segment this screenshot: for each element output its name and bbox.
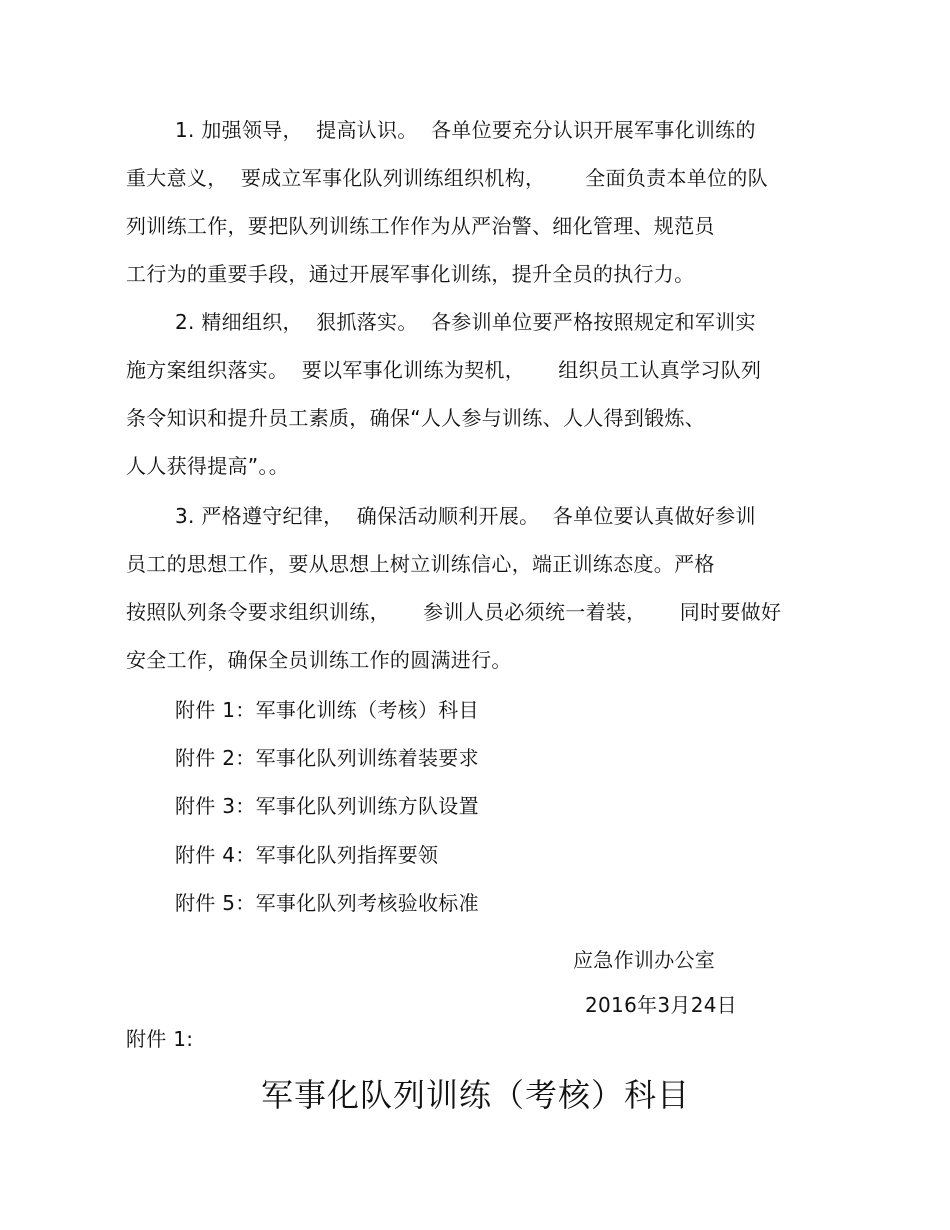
attachment-item: 附件 1：军事化训练（考核）科目 (175, 698, 479, 722)
attachment-item: 附件 3：军事化队列训练方队设置 (175, 794, 479, 818)
paragraph-1-line-1: 1. 加强领导， 提高认识。 各单位要充分认识开展军事化训练的 (175, 118, 756, 142)
paragraph-3-line-2: 员工的思想工作，要从思想上树立训练信心，端正训练态度。严格 (126, 552, 715, 576)
signature-date: 2016年3月24日 (585, 993, 738, 1017)
paragraph-3-line-3: 按照队列条令要求组织训练， 参训人员必须统一着装， 同时要做好 (126, 600, 782, 624)
paragraph-3-line-4: 安全工作，确保全员训练工作的圆满进行。 (126, 648, 512, 672)
appendix-label: 附件 1: (126, 1027, 194, 1051)
paragraph-1-line-4: 工行为的重要手段，通过开展军事化训练，提升全员的执行力。 (126, 262, 695, 286)
attachment-item: 附件 5：军事化队列考核验收标准 (175, 891, 479, 915)
paragraph-2-line-1: 2. 精细组织， 狠抓落实。 各参训单位要严格按照规定和军训实 (175, 310, 756, 334)
attachment-item: 附件 2：军事化队列训练着装要求 (175, 746, 479, 770)
paragraph-2-line-4: 人人获得提高”。。 (126, 454, 290, 478)
signature-office: 应急作训办公室 (573, 948, 716, 972)
attachment-item: 附件 4：军事化队列指挥要领 (175, 843, 439, 867)
paragraph-2-line-2: 施方案组织落实。 要以军事化训练为契机， 组织员工认真学习队列 (126, 358, 762, 382)
paragraph-2-line-3: 条令知识和提升员工素质，确保“人人参与训练、人人得到锻炼、 (126, 406, 706, 430)
appendix-title: 军事化队列训练（考核）科目 (261, 1076, 691, 1114)
paragraph-1-line-2: 重大意义， 要成立军事化队列训练组织机构， 全面负责本单位的队 (126, 166, 768, 190)
paragraph-3-line-1: 3. 严格遵守纪律， 确保活动顺利开展。 各单位要认真做好参训 (175, 504, 756, 528)
paragraph-1-line-3: 列训练工作，要把队列训练工作作为从严治警、细化管理、规范员 (126, 214, 715, 238)
